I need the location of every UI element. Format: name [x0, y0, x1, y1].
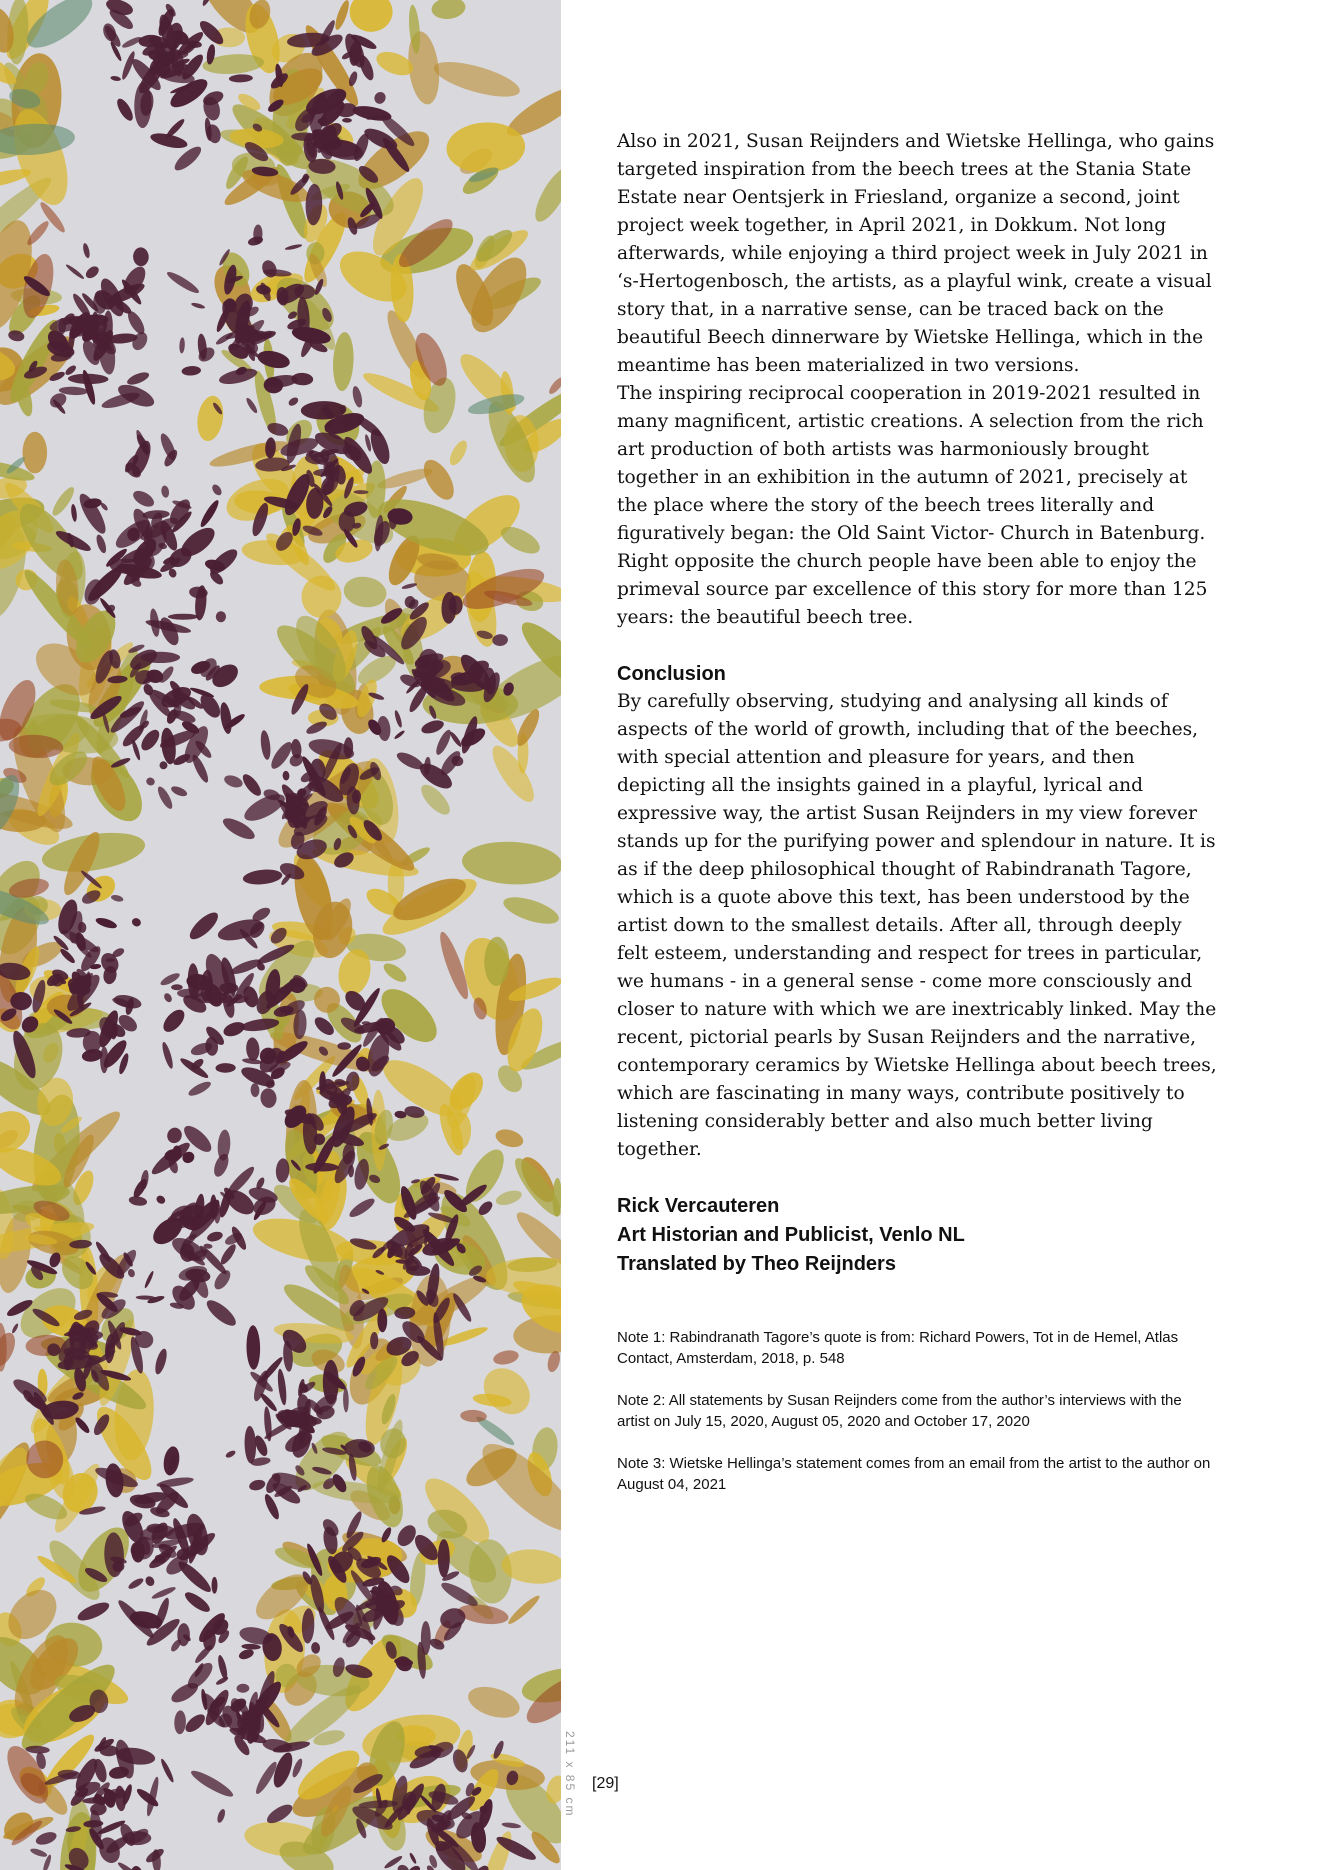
brush-stroke — [339, 511, 355, 533]
author-signature — [617, 1192, 1217, 1279]
footnote: Note 3: Wietske Hellinga’s statement comes from an email from the artist to the author on August 04, 2021 — [617, 1455, 1211, 1493]
article-body — [617, 128, 1217, 632]
footnotes — [617, 1327, 1217, 1495]
spacer — [617, 1164, 1217, 1192]
spacer — [617, 1279, 1217, 1327]
conclusion-heading: Conclusion — [617, 663, 726, 685]
brush-stroke — [122, 1831, 151, 1845]
author-name: Rick Vercauteren — [617, 1195, 780, 1217]
brush-stroke — [22, 432, 47, 474]
brush-stroke — [438, 1539, 450, 1577]
conclusion-body — [617, 688, 1217, 1164]
beech-painting-illustration — [0, 0, 561, 1870]
brush-stroke — [168, 614, 199, 620]
brush-stroke — [323, 1360, 339, 1404]
article-paragraph: The inspiring reciprocal cooperation in 2019-2021 resulted in many magnificent, artistic creations. A selection from the rich art production of both artists was harmoniously brought together in an exhibition in the autumn of 2021, precisely at the place where the story of the beech trees literally and figuratively began: the Old Saint Victor- Church in Batenburg. Right opposite the church people have been able to enjoy the primeval source par excellence of this story for more than 125 years: the beautiful beech tree. — [617, 383, 1208, 628]
footnote: Note 2: All statements by Susan Reijnders come from the author’s interviews with the artist on July 15, 2020, August 05, 2020 and October 17, 2020 — [617, 1392, 1182, 1430]
article-column — [617, 128, 1217, 1516]
footnote: Note 1: Rabindranath Tagore’s quote is from: Richard Powers, Tot in de Hemel, Atlas Contact, Amsterdam, 2018, p. 548 — [617, 1329, 1179, 1367]
translator-credit: Translated by Theo Reijnders — [617, 1253, 896, 1275]
artwork-dimensions-caption: 211 x 85 cm — [563, 1731, 577, 1818]
spacer — [617, 632, 1217, 660]
page-number: [29] — [592, 1775, 619, 1792]
brush-stroke — [171, 984, 183, 990]
brush-stroke — [219, 983, 238, 993]
brush-stroke — [212, 1577, 218, 1594]
author-role: Art Historian and Publicist, Venlo NL — [617, 1224, 965, 1246]
conclusion-paragraph: By carefully observing, studying and analysing all kinds of aspects of the world of growth, including that of the beeches, with special attention and pleasure for years, and then depicting all the insights gained in a playful, lyrical and expressive way, the artist Susan Reijnders in my view forever stands up for the purifying power and splendour in nature. It is as if the deep philosophical thought of Rabindranath Tagore, which is a quote above this text, has been understood by the artist down to the smallest details. After all, through deeply felt esteem, understanding and respect for trees in particular, we humans - in a general sense - come more consciously and closer to nature with which we are inextricably linked. May the recent, pictorial pearls by Susan Reijnders and the narrative, contemporary ceramics by Wietske Hellinga about beech trees, which are fascinating in many ways, contribute positively to listening considerably better and also much better living together. — [617, 691, 1217, 1160]
article-paragraph: Also in 2021, Susan Reijnders and Wietske Hellinga, who gains targeted inspiration from the beech trees at the Stania State Estate near Oentsjerk in Friesland, organize a second, joint project week together, in April 2021, in Dokkum. Not long afterwards, while enjoying a third project week in July 2021 in ‘s-Hertogenbosch, the artists, as a playful wink, create a visual story that, in a narrative sense, can be traced back on the beautiful Beech dinnerware by Wietske Hellinga, which in the meantime has been materialized in two versions. — [617, 131, 1215, 376]
painting-image — [0, 0, 561, 1870]
